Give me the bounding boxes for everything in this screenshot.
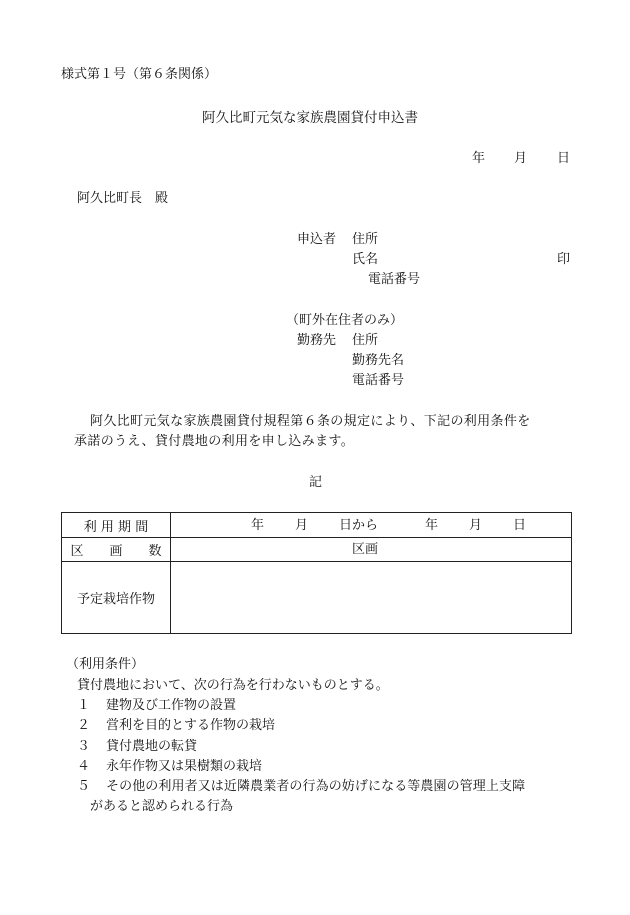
applicant-name-label: 氏名	[352, 252, 379, 267]
condition-text-2: 営利を目的とする作物の栽培	[106, 718, 276, 733]
period-field[interactable]	[171, 513, 572, 538]
period-label: 利 用 期 間	[62, 513, 171, 538]
applicant-phone-label: 電話番号	[368, 272, 421, 287]
form-number: 様式第１号（第６条関係）	[61, 67, 218, 82]
crops-label: 予定栽培作物	[62, 562, 171, 634]
workplace-role: 勤務先	[297, 333, 337, 348]
addressee: 阿久比町長 殿	[77, 191, 169, 206]
ki-heading: 記	[309, 475, 323, 490]
table-row-crops	[62, 562, 572, 634]
non-resident-note: （町外在住者のみ）	[286, 313, 404, 328]
crops-field[interactable]	[171, 562, 572, 634]
applicant-role: 申込者	[297, 232, 337, 247]
period-month2: 月	[469, 518, 483, 533]
condition-num-4: ４	[77, 759, 91, 774]
plots-unit: 区画	[352, 542, 379, 557]
condition-num-2: ２	[77, 718, 91, 733]
condition-text-1: 建物及び工作物の設置	[106, 698, 237, 713]
conditions-intro: 貸付農地において、次の行為を行わないものとする。	[77, 678, 389, 693]
period-month1: 月	[295, 518, 309, 533]
conditions-heading: （利用条件）	[66, 657, 145, 672]
document-title: 阿久比町元気な家族農園貸付申込書	[202, 110, 418, 126]
date-day-label: 日	[557, 151, 571, 166]
seal-mark: 印	[557, 252, 571, 267]
workplace-name-label: 勤務先名	[352, 353, 405, 368]
application-table	[61, 512, 572, 634]
condition-num-3: ３	[77, 739, 91, 754]
condition-num-1: １	[77, 698, 91, 713]
plots-label: 区 画 数	[62, 538, 171, 562]
table-row-plots	[62, 538, 572, 562]
workplace-phone-label: 電話番号	[352, 373, 405, 388]
table-row-period	[62, 513, 572, 538]
period-year2: 年	[425, 518, 439, 533]
condition-text-5: その他の利用者又は近隣農業者の行為の妨げになる等農園の管理上支障	[106, 779, 526, 794]
date-year-label: 年	[472, 151, 486, 166]
plots-field[interactable]	[171, 538, 572, 562]
applicant-address-label: 住所	[352, 232, 379, 247]
condition-num-5: ５	[77, 779, 91, 794]
condition-text-4: 永年作物又は果樹類の栽培	[106, 759, 263, 774]
body-text-line2: 承諾のうえ、貸付農地の利用を申し込みます。	[74, 434, 355, 449]
body-text-line1: 阿久比町元気な家族農園貸付規程第６条の規定により、下記の利用条件を	[90, 414, 531, 429]
period-year1: 年	[251, 518, 265, 533]
condition-text-3: 貸付農地の転貸	[106, 739, 198, 754]
condition-text-5-cont: があると認められる行為	[90, 799, 234, 814]
date-month-label: 月	[514, 151, 528, 166]
period-day2: 日	[513, 518, 527, 533]
workplace-address-label: 住所	[352, 333, 379, 348]
period-from: 日から	[339, 518, 379, 533]
